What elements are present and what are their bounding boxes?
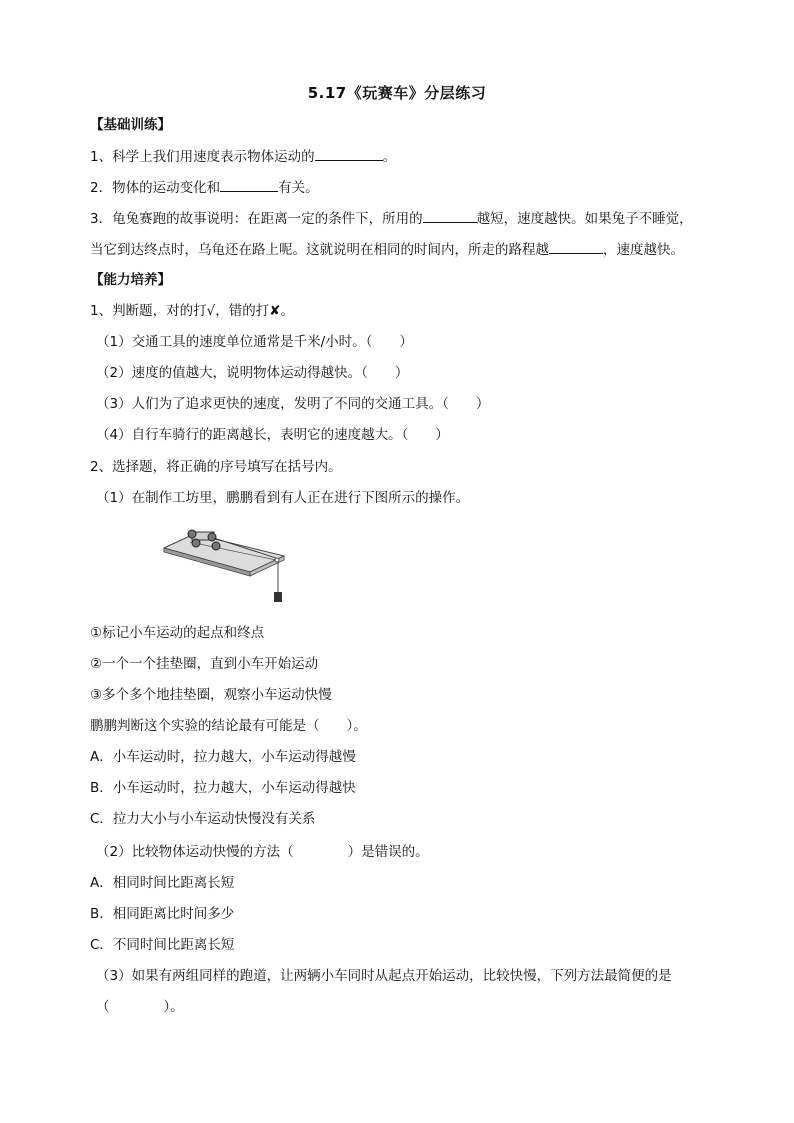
choice-intro: 2、选择题，将正确的序号填写在括号内。: [90, 459, 342, 475]
question-1: [90, 147, 396, 166]
experiment-step: ②一个一个挂垫圈，直到小车开始运动: [90, 656, 319, 672]
question-2: [90, 178, 319, 197]
choice-1-question: 鹏鹏判断这个实验的结论最有可能是（ ）。: [90, 718, 367, 734]
section-heading-ability: 【能力培养】: [90, 272, 171, 288]
choice-3-stem: （3）如果有两组同样的跑道，让两辆小车同时从起点开始运动，比较快慢，下列方法最简便的是: [96, 968, 672, 984]
question-1-text: 1、科学上我们用速度表示物体运动的: [90, 149, 315, 165]
question-3-text-d: ，速度越快。: [603, 242, 684, 258]
experiment-step: ①标记小车运动的起点和终点: [90, 625, 265, 641]
answer-blank[interactable]: [549, 240, 603, 254]
answer-blank[interactable]: [315, 147, 383, 161]
choice-1-stem: （1）在制作工坊里，鹏鹏看到有人正在进行下图所示的操作。: [96, 490, 470, 506]
judge-item: （1）交通工具的速度单位通常是千米/小时。（ ）: [96, 334, 413, 350]
question-1-end: 。: [382, 149, 397, 165]
choice-3-stem-continued: （ ）。: [96, 999, 184, 1015]
judge-item: （4）自行车骑行的距离越长，表明它的速度越大。（ ）: [96, 427, 449, 443]
choice-option: B．小车运动时，拉力越大，小车运动得越快: [90, 780, 356, 796]
question-3-line-2: [90, 240, 684, 259]
choice-2-stem: （2）比较物体运动快慢的方法（ ）是错误的。: [96, 844, 429, 860]
choice-option: C．拉力大小与小车运动快慢没有关系: [90, 811, 316, 827]
question-3-text-a: 3．龟兔赛跑的故事说明：在距离一定的条件下，所用的: [90, 211, 423, 227]
choice-option: C．不同时间比距离长短: [90, 937, 235, 953]
experiment-step: ③多个多个地挂垫圈，观察小车运动快慢: [90, 687, 332, 703]
question-3-text-b: 越短，速度越快。如果兔子不睡觉，: [476, 211, 693, 227]
section-heading-basic: 【基础训练】: [90, 117, 171, 133]
toy-car-ramp-figure: [160, 522, 286, 606]
answer-blank[interactable]: [220, 178, 278, 192]
choice-option: A．相同时间比距离长短: [90, 875, 235, 891]
choice-option: B．相同距离比时间多少: [90, 906, 235, 922]
judge-intro: 1、判断题，对的打√，错的打✘。: [90, 303, 295, 319]
question-3-text-c: 当它到达终点时，乌龟还在路上呢。这就说明在相同的时间内，所走的路程越: [90, 242, 549, 258]
question-2-end: 有关。: [278, 180, 319, 196]
judge-item: （3）人们为了追求更快的速度，发明了不同的交通工具。（ ）: [96, 396, 490, 412]
question-2-text: 2．物体的运动变化和: [90, 180, 221, 196]
page-title: 5.17《玩赛车》分层练习: [307, 84, 487, 102]
choice-option: A．小车运动时，拉力越大，小车运动得越慢: [90, 749, 356, 765]
answer-blank[interactable]: [423, 209, 477, 223]
judge-item: （2）速度的值越大，说明物体运动得越快。（ ）: [96, 365, 409, 381]
question-3-line-1: [90, 209, 693, 228]
